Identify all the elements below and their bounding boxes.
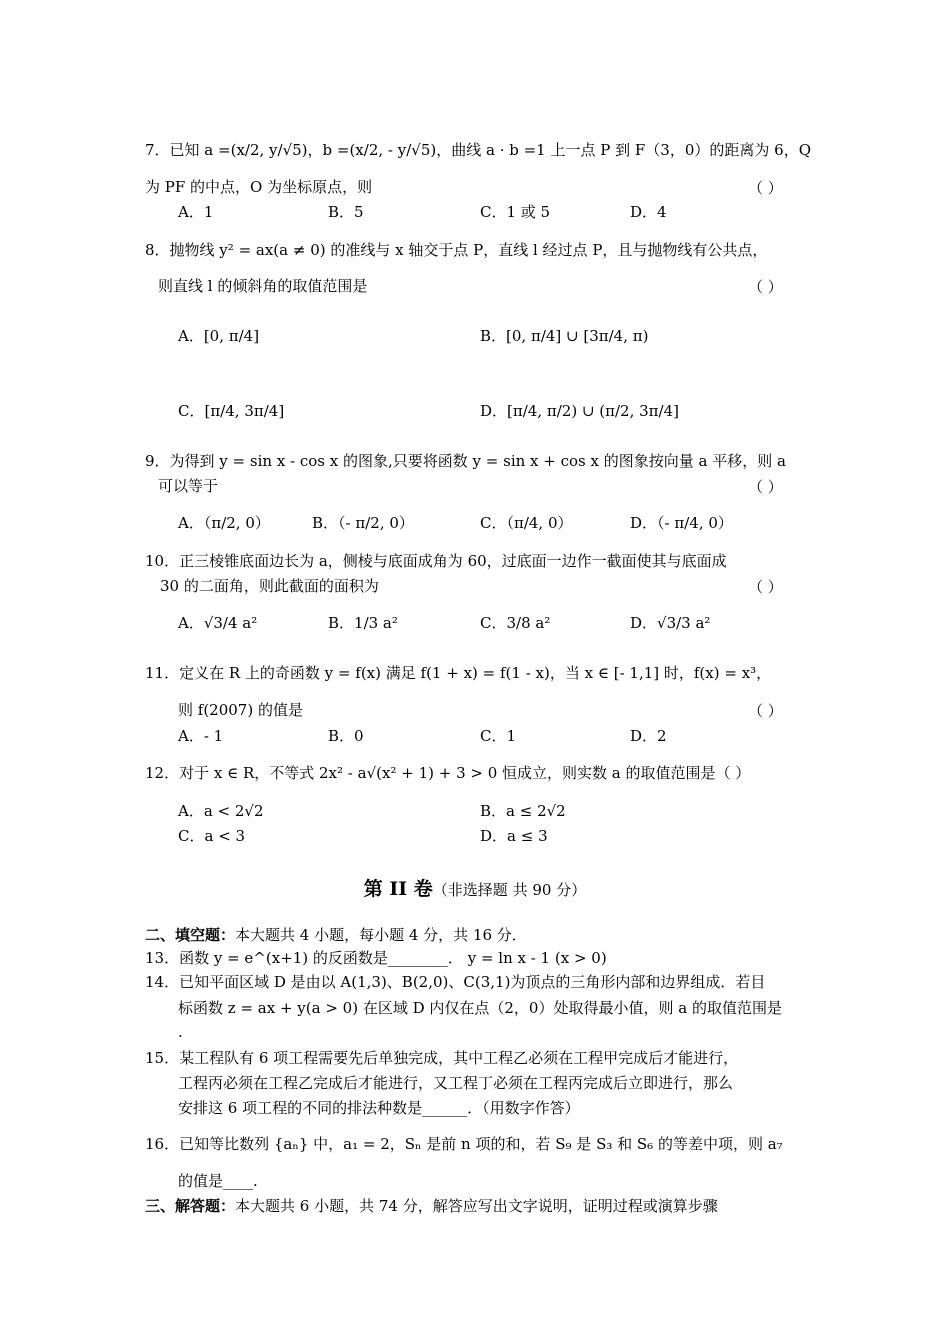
q7-line1: 7．已知 a =(x/2, y/√5)，b =(x/2, - y/√5)，曲线 a · b =1 上一点 P 到 F（3，0）的距离为 6，Q bbox=[145, 141, 811, 159]
part2-title-main: 第 II 卷 bbox=[363, 878, 433, 900]
q10-option-a: A．√3/4 a² bbox=[178, 614, 258, 632]
q11-option-d: D．2 bbox=[630, 727, 667, 745]
q11-option-a: A．- 1 bbox=[178, 727, 224, 745]
q9-option-b: B．（- π/2, 0） bbox=[312, 514, 414, 532]
part2-subtitle: （非选择题 共 90 分） bbox=[432, 881, 587, 899]
q11-line2: 则 f(2007) 的值是 bbox=[178, 701, 303, 719]
q9-line1: 9．为得到 y = sin x - cos x 的图象,只要将函数 y = sin x + cos x 的图象按向量 a 平移，则 a bbox=[145, 452, 786, 470]
q10-line1: 10．正三棱锥底面边长为 a，侧棱与底面成角为 60，过底面一边作一截面使其与底面成 bbox=[145, 552, 727, 570]
q8-answer-paren: （ ） bbox=[748, 278, 783, 296]
q8-option-a: A．[0, π/4] bbox=[178, 327, 260, 345]
part2-title bbox=[0, 874, 950, 901]
q16-line2: 的值是____. bbox=[178, 1172, 258, 1190]
q15-line3: 安排这 6 项工程的不同的排法种数是______．（用数字作答） bbox=[178, 1099, 580, 1117]
q15-line1: 15．某工程队有 6 项工程需要先后单独完成，其中工程乙必须在工程甲完成后才能进行， bbox=[145, 1049, 739, 1067]
q9-answer-paren: （ ） bbox=[748, 478, 783, 496]
q8-line2: 则直线 l 的倾斜角的取值范围是 bbox=[158, 277, 368, 295]
q11-answer-paren: （ ） bbox=[748, 702, 783, 720]
section3-heading-line bbox=[145, 1196, 718, 1216]
q10-answer-paren: （ ） bbox=[748, 578, 783, 596]
q7-option-c: C．1 或 5 bbox=[480, 203, 551, 221]
q8-line1: 8．抛物线 y² = ax(a ≠ 0) 的准线与 x 轴交于点 P，直线 l 经过点 P，且与抛物线有公共点， bbox=[145, 241, 768, 259]
q14-line3: . bbox=[178, 1023, 183, 1041]
q12-option-c: C．a < 3 bbox=[178, 827, 246, 845]
section2-text: 本大题共 4 小题，每小题 4 分，共 16 分． bbox=[235, 926, 527, 944]
q9-option-c: C．（π/4, 0） bbox=[480, 514, 573, 532]
q12-option-a: A．a < 2√2 bbox=[178, 802, 264, 820]
q16-line1: 16．已知等比数列 {aₙ} 中，a₁ = 2，Sₙ 是前 n 项的和，若 S₉ 是 S₃ 和 S₆ 的等差中项，则 a₇ bbox=[145, 1135, 783, 1153]
section3-text: 本大题共 6 小题，共 74 分，解答应写出文字说明，证明过程或演算步骤 bbox=[235, 1197, 718, 1215]
q14-line2: 标函数 z = ax + y(a > 0) 在区域 D 内仅在点（2，0）处取得最小值，则 a 的取值范围是 bbox=[178, 999, 782, 1017]
q8-option-c: C．[π/4, 3π/4] bbox=[178, 402, 285, 420]
q9-option-d: D．（- π/4, 0） bbox=[630, 514, 733, 532]
q10-option-c: C．3/8 a² bbox=[480, 614, 551, 632]
q12-option-b: B．a ≤ 2√2 bbox=[480, 802, 566, 820]
q14-line1: 14．已知平面区域 D 是由以 A(1,3)、B(2,0)、C(3,1)为顶点的三角形内部和边界组成．若目 bbox=[145, 973, 766, 991]
q10-option-b: B．1/3 a² bbox=[328, 614, 398, 632]
q9-option-a: A．（π/2, 0） bbox=[178, 514, 270, 532]
section2-heading-line bbox=[145, 925, 527, 945]
q10-line2: 30 的二面角，则此截面的面积为 bbox=[160, 577, 379, 595]
q11-option-c: C．1 bbox=[480, 727, 517, 745]
q13-line: 13．函数 y = e^(x+1) 的反函数是________． y = ln x - 1 (x > 0) bbox=[145, 949, 607, 967]
q9-line2: 可以等于 bbox=[158, 477, 219, 495]
q11-line1: 11．定义在 R 上的奇函数 y = f(x) 满足 f(1 + x) = f(1 - x)，当 x ∈ [- 1,1] 时，f(x) = x³， bbox=[145, 664, 772, 682]
q11-option-b: B．0 bbox=[328, 727, 364, 745]
q8-option-d: D．[π/4, π/2) ∪ (π/2, 3π/4] bbox=[480, 402, 679, 420]
q15-line2: 工程丙必须在工程乙完成后才能进行，又工程丁必须在工程丙完成后立即进行，那么 bbox=[178, 1074, 734, 1092]
q8-option-b: B．[0, π/4] ∪ [3π/4, π) bbox=[480, 327, 649, 345]
q7-answer-paren: （ ） bbox=[748, 179, 783, 197]
q12-option-d: D．a ≤ 3 bbox=[480, 827, 548, 845]
section3-heading: 三、解答题： bbox=[145, 1197, 236, 1215]
q7-option-a: A．1 bbox=[178, 203, 214, 221]
section2-heading: 二、填空题： bbox=[145, 926, 236, 944]
q7-option-d: D．4 bbox=[630, 203, 667, 221]
q7-option-b: B．5 bbox=[328, 203, 364, 221]
q12-line1: 12．对于 x ∈ R，不等式 2x² - a√(x² + 1) + 3 > 0 恒成立，则实数 a 的取值范围是（ ） bbox=[145, 764, 751, 782]
q10-option-d: D．√3/3 a² bbox=[630, 614, 711, 632]
q7-line2: 为 PF 的中点，O 为坐标原点，则 bbox=[145, 178, 373, 196]
